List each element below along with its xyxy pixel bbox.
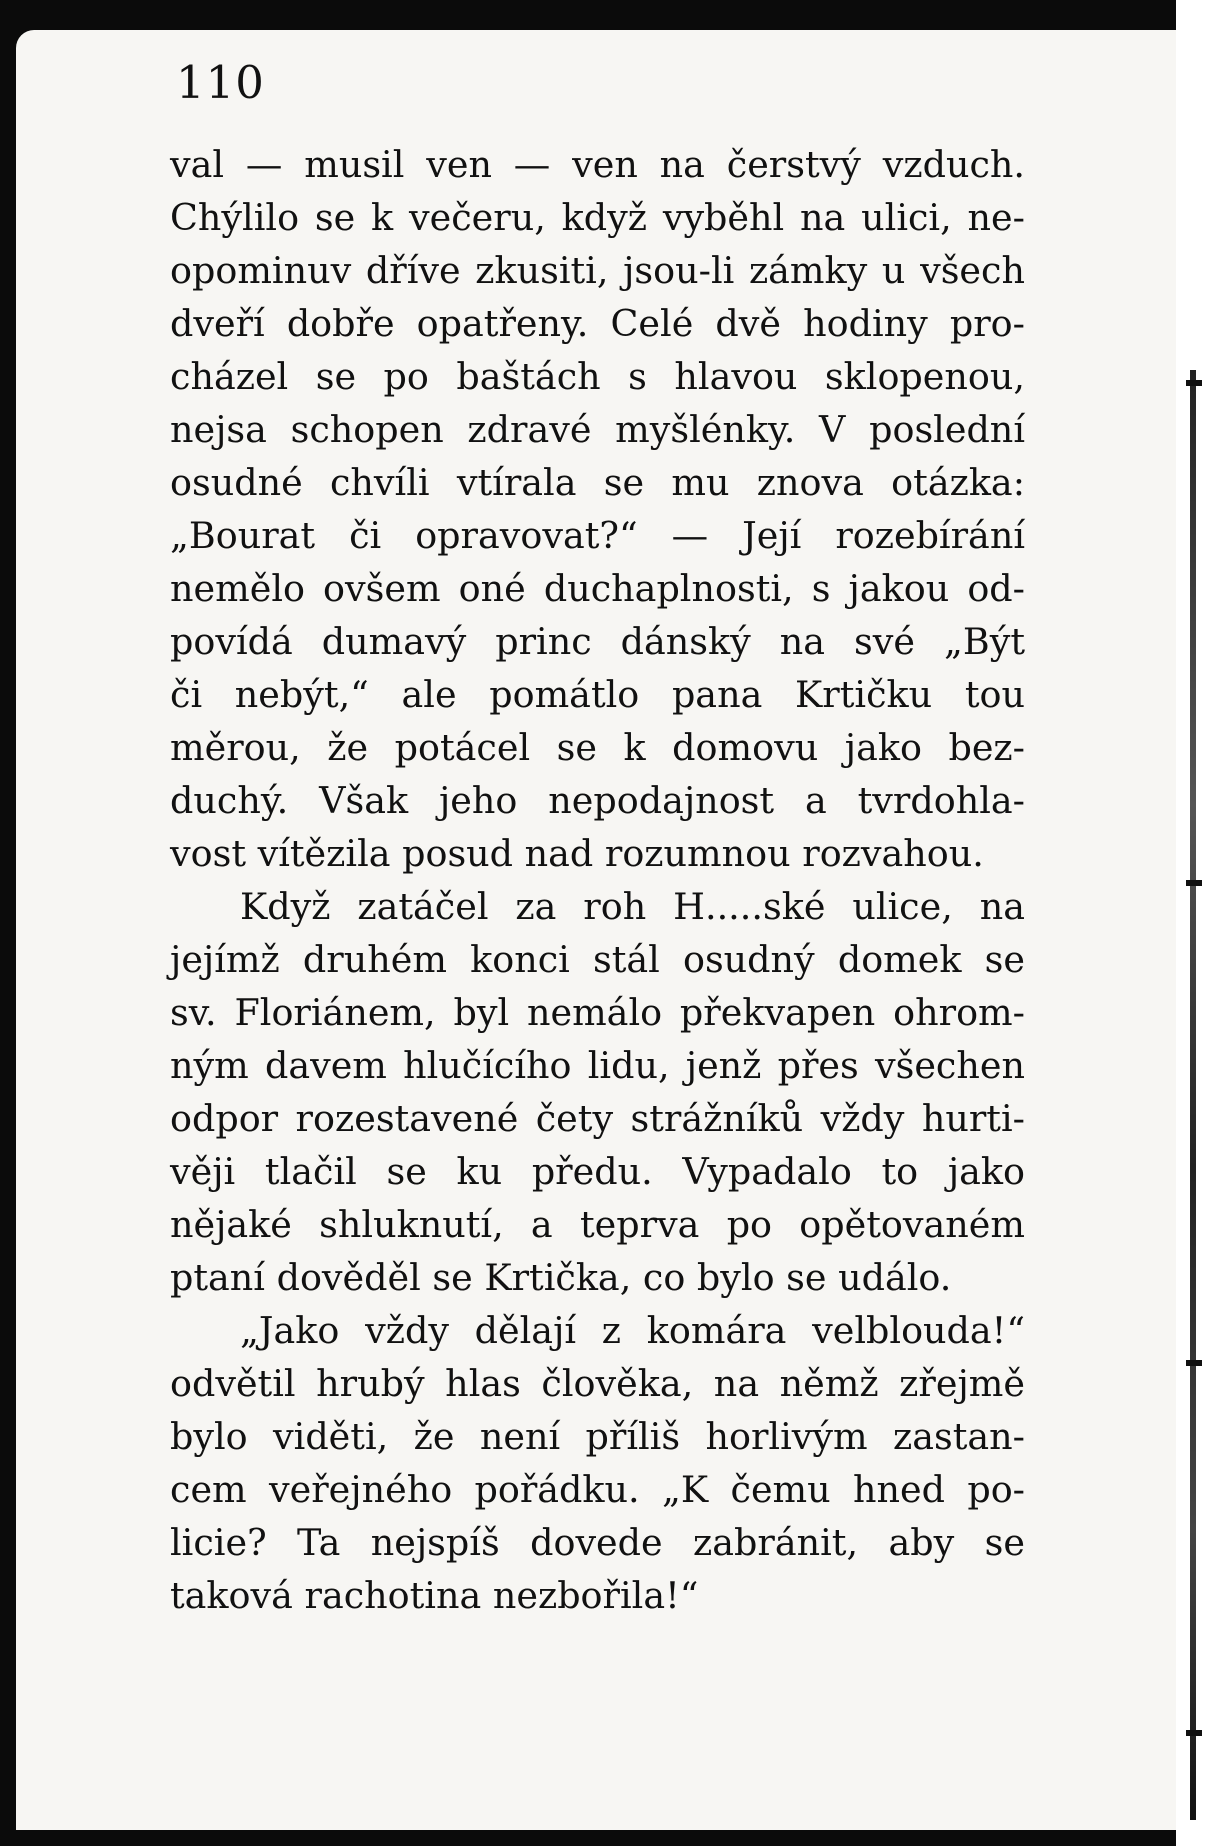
text-line: licie? Ta nejspíš dovede zabránit, aby se <box>170 1521 1025 1564</box>
text-line: ným davem hlučícího lidu, jenž přes všechen <box>170 1044 1025 1087</box>
text-line: odvětil hrubý hlas člověka, na němž zřejmě <box>170 1362 1025 1405</box>
text-line: měrou, že potácel se k domovu jako bez- <box>170 726 1025 769</box>
text-line: duchý. Však jeho nepodajnost a tvrdohla- <box>170 779 1025 822</box>
text-line: opominuv dříve zkusiti, jsou-li zámky u všech <box>170 249 1025 292</box>
text-line: jejímž druhém konci stál osudný domek se <box>170 938 1025 981</box>
page-edge <box>1176 0 1222 1846</box>
text-line: vost vítězila posud nad rozumnou rozvahou. <box>170 832 984 875</box>
text-line: či nebýt,“ ale pomátlo pana Krtičku tou <box>170 673 1025 716</box>
text-line: nějaké shluknutí, a teprva po opětovaném <box>170 1203 1025 1246</box>
text-line: nejsa schopen zdravé myšlénky. V poslední <box>170 408 1025 451</box>
text-line: bylo viděti, že není příliš horlivým zastan- <box>170 1415 1025 1458</box>
text-line: věji tlačil se ku předu. Vypadalo to jako <box>170 1150 1025 1193</box>
text-line: val — musil ven — ven na čerstvý vzduch. <box>170 143 1025 186</box>
text-line: dveří dobře opatřeny. Celé dvě hodiny pro- <box>170 302 1025 345</box>
text-line: osudné chvíli vtírala se mu znova otázka: <box>170 461 1025 504</box>
edge-mark <box>1186 880 1202 886</box>
text-line: povídá dumavý princ dánský na své „Být <box>170 620 1025 663</box>
text-line: nemělo ovšem oné duchaplnosti, s jakou od- <box>170 567 1025 610</box>
page-number: 110 <box>176 56 265 109</box>
edge-mark <box>1186 1360 1202 1366</box>
edge-mark <box>1186 1730 1202 1736</box>
edge-mark <box>1186 380 1202 386</box>
text-line: Když zatáčel za roh H.....ské ulice, na <box>240 885 1025 928</box>
binding-shadow <box>1190 370 1196 1820</box>
text-line: taková rachotina nezbořila!“ <box>170 1574 699 1617</box>
text-line: sv. Floriánem, byl nemálo překvapen ohrom- <box>170 991 1025 1034</box>
text-line: „Jako vždy dělají z komára velblouda!“ <box>240 1309 1025 1352</box>
text-line: odpor rozestavené čety strážníků vždy hurti- <box>170 1097 1025 1140</box>
text-line: ptaní dověděl se Krtička, co bylo se událo. <box>170 1256 952 1299</box>
text-line: „Bourat či opravovat?“ — Její rozebírání <box>170 514 1025 557</box>
text-line: cházel se po baštách s hlavou sklopenou, <box>170 355 1025 398</box>
body-text <box>170 138 1025 1622</box>
text-line: Chýlilo se k večeru, když vyběhl na ulici, ne- <box>170 196 1025 239</box>
text-line: cem veřejného pořádku. „K čemu hned po- <box>170 1468 1025 1511</box>
